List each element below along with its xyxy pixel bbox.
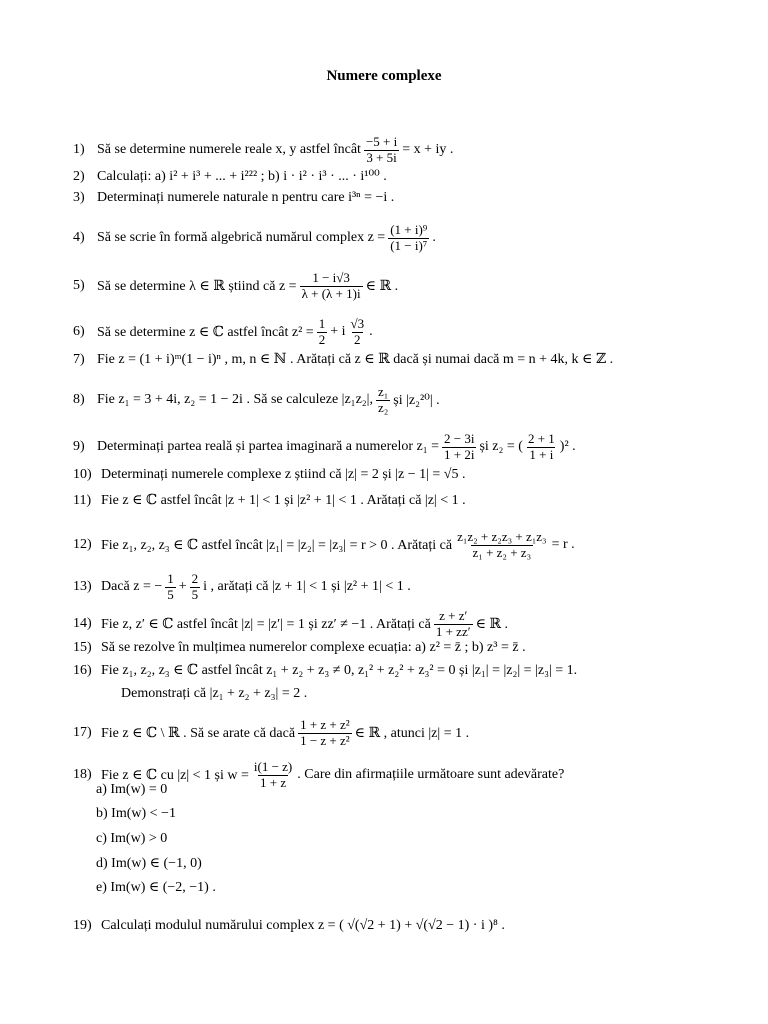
fraction <box>455 530 548 561</box>
problem-number: 15) <box>73 640 92 655</box>
fraction <box>364 135 399 166</box>
fraction-numerator: 2 − 3i <box>444 431 475 446</box>
fraction-numerator: 1 <box>318 316 326 331</box>
fraction-denominator: 5 <box>167 586 174 602</box>
answer-option: a) Im(w) = 0 <box>96 782 168 797</box>
fraction-denominator: 1 + z <box>260 774 287 790</box>
problem-item <box>73 718 469 749</box>
problem-text: Determinați partea reală și partea imaginară a numerelor z₁ = <box>97 439 439 455</box>
problem-item <box>73 918 505 934</box>
problem-text: Fie z₁, z₂, z₃ ∈ ℂ astfel încât |z₁| = |z₂| = |z₃| = r > 0 . Arătați că <box>101 537 453 553</box>
problem-text: ∈ ℝ , atunci |z| = 1 . <box>354 725 470 741</box>
problem-number: 2) <box>73 168 85 184</box>
problem-item <box>73 271 398 302</box>
problem-item <box>73 467 465 483</box>
problem-number: 19) <box>73 918 92 933</box>
problem-text: Fie z = (1 + i)ᵐ(1 − i)ⁿ , m, n ∈ ℕ . Arătați că z ∈ ℝ dacă și numai dacă m = n + 4k, k ∈ ℤ . <box>97 352 614 367</box>
problem-number: 13) <box>73 579 92 595</box>
problem-number: 7) <box>73 351 85 367</box>
problem-text: Fie z₁, z₂, z₃ ∈ ℂ astfel încât z₁ + z₂ + z₃ ≠ 0, z₁² + z₂² + z₃² = 0 și |z₁| = |z₂| = |z₃| = 1. <box>101 663 578 678</box>
problem-text: Fie z ∈ ℂ cu |z| < 1 și w = <box>101 767 249 783</box>
problem-text: Fie z ∈ ℂ \ ℝ . Să se arate că dacă <box>101 725 296 741</box>
fraction <box>317 317 328 348</box>
problem-text: Dacă z = − <box>101 579 163 595</box>
fraction-denominator: 1 + zz′ <box>435 623 471 639</box>
problem-text: Determinați numerele naturale n pentru care i³ⁿ = −i . <box>97 190 395 205</box>
fraction-numerator: z₁ <box>377 384 389 399</box>
problem-text: + i <box>330 324 346 340</box>
problem-number: 6) <box>73 324 85 340</box>
problem-text: Demonstrați că |z₁ + z₂ + z₃| = 2 . <box>121 686 308 701</box>
answer-option: c) Im(w) > 0 <box>96 831 168 846</box>
problem-text: ∈ ℝ . <box>475 616 509 632</box>
fraction-denominator: λ + (λ + 1)i <box>301 285 361 301</box>
fraction-denominator: 3 + 5i <box>366 149 397 165</box>
fraction-denominator: 2 <box>354 331 361 347</box>
problem-number: 11) <box>73 492 92 508</box>
problem-text: Să se scrie în formă algebrică numărul complex z = <box>97 230 386 246</box>
fraction-numerator: −5 + i <box>365 134 398 149</box>
problem-text: . Care din afirmațiile următoare sunt adevărate? <box>297 767 565 783</box>
problem-number: 17) <box>73 725 92 741</box>
problem-item <box>73 351 613 368</box>
problem-number: 8) <box>73 392 85 408</box>
problem-text: Determinați numerele complexe z știind că |z| = 2 și |z − 1| = √5 . <box>101 467 466 482</box>
fraction-numerator: z₁z₂ + z₂z₃ + z₁z₃ <box>457 529 547 544</box>
fraction-denominator: 2 <box>318 331 326 347</box>
problem-number: 9) <box>73 439 85 455</box>
fraction <box>298 718 352 749</box>
problem-text: Să se rezolve în mulțimea numerelor complexe ecuația: a) z² = z̄ ; b) z³ = z̄ . <box>101 640 526 655</box>
problem-text: și z₂ = ( <box>479 439 523 455</box>
problem-number: 18) <box>73 767 92 783</box>
problem-item <box>73 572 411 603</box>
problem-text: Fie z₁ = 3 + 4i, z₂ = 1 − 2i . Să se calculeze |z₁z₂|, <box>97 392 373 408</box>
fraction <box>526 432 557 463</box>
fraction-numerator: 1 <box>167 571 174 586</box>
problem-text: . <box>432 230 436 246</box>
problem-text: )² . <box>559 439 576 455</box>
problem-text: Să se determine numerele reale x, y astfel încât <box>97 142 361 158</box>
problem-item <box>73 135 453 166</box>
problem-item <box>73 385 440 416</box>
page-title: Numere complexe <box>326 68 442 84</box>
problem-number: 1) <box>73 142 85 158</box>
fraction <box>252 760 294 791</box>
problem-item <box>73 662 577 679</box>
problem-text: + <box>178 579 187 595</box>
problem-text: Să se determine z ∈ ℂ astfel încât z² = <box>97 324 314 340</box>
problem-text: Calculați: a) i² + i³ + ... + i²²² ; b) i · i² · i³ · ... · i¹⁰⁰ . <box>97 169 387 184</box>
fraction <box>165 572 176 603</box>
problem-text: Fie z, z′ ∈ ℂ astfel încât |z| = |z′| = 1 și zz′ ≠ −1 . Arătați că <box>101 616 431 632</box>
fraction <box>388 223 429 254</box>
fraction-numerator: z + z′ <box>439 608 468 623</box>
problem-number: 5) <box>73 278 85 294</box>
problem-number: 12) <box>73 537 92 553</box>
problem-text: și |z₂²⁰| . <box>393 392 440 408</box>
answer-option: b) Im(w) < −1 <box>96 806 176 821</box>
problem-number: 16) <box>73 662 92 678</box>
fraction-denominator: 1 + i <box>529 446 554 462</box>
problem-number: 4) <box>73 230 85 246</box>
problem-number: 14) <box>73 616 92 632</box>
fraction-numerator: i(1 − z) <box>253 759 293 774</box>
problem-text: Să se determine λ ∈ ℝ știind că z = <box>97 278 297 294</box>
problem-number: 3) <box>73 190 85 205</box>
fraction-numerator: √3 <box>350 316 365 331</box>
fraction-denominator: z₂ <box>377 399 389 415</box>
problem-number: 10) <box>73 467 92 482</box>
answer-option: d) Im(w) ∈ (−1, 0) <box>96 856 202 871</box>
problem-item <box>73 640 526 656</box>
fraction-numerator: 1 + z + z² <box>300 717 350 732</box>
problem-text: Fie z ∈ ℂ astfel încât |z + 1| < 1 și |z² + 1| < 1 . Arătați că |z| < 1 . <box>101 493 466 508</box>
fraction-denominator: 5 <box>191 586 199 602</box>
fraction <box>190 572 201 603</box>
fraction-denominator: 1 + 2i <box>444 446 475 462</box>
problem-text: i , arătați că |z + 1| < 1 și |z² + 1| < 1 . <box>203 579 411 595</box>
fraction-numerator: 2 <box>191 571 199 586</box>
fraction-denominator: (1 − i)⁷ <box>390 237 428 253</box>
answer-option: e) Im(w) ∈ (−2, −1) . <box>96 880 216 895</box>
problem-text: Calculați modulul numărului complex z = ( √(√2 + 1) + √(√2 − 1) · i )⁸ . <box>101 918 505 933</box>
fraction-denominator: 1 − z + z² <box>300 732 350 748</box>
fraction <box>434 609 473 640</box>
fraction-numerator: (1 + i)⁹ <box>390 222 428 237</box>
problem-item <box>97 686 307 702</box>
problem-item <box>73 432 576 463</box>
fraction <box>348 317 366 348</box>
fraction <box>442 432 476 463</box>
fraction <box>376 385 390 416</box>
problem-item <box>73 168 387 185</box>
problem-item <box>73 317 373 348</box>
fraction <box>300 271 363 302</box>
fraction-numerator: 1 − i√3 <box>312 270 350 285</box>
problem-item <box>73 492 466 509</box>
problem-item <box>73 190 394 206</box>
problem-text: ∈ ℝ . <box>365 278 399 294</box>
problem-text: = x + iy . <box>402 142 454 158</box>
problem-item <box>73 530 575 561</box>
problem-text: . <box>369 324 373 340</box>
problem-item <box>73 609 508 640</box>
problem-item <box>73 223 436 254</box>
fraction-numerator: 2 + 1 <box>527 431 555 446</box>
problem-text: = r . <box>551 537 575 553</box>
fraction-denominator: z₁ + z₂ + z₃ <box>472 544 532 560</box>
